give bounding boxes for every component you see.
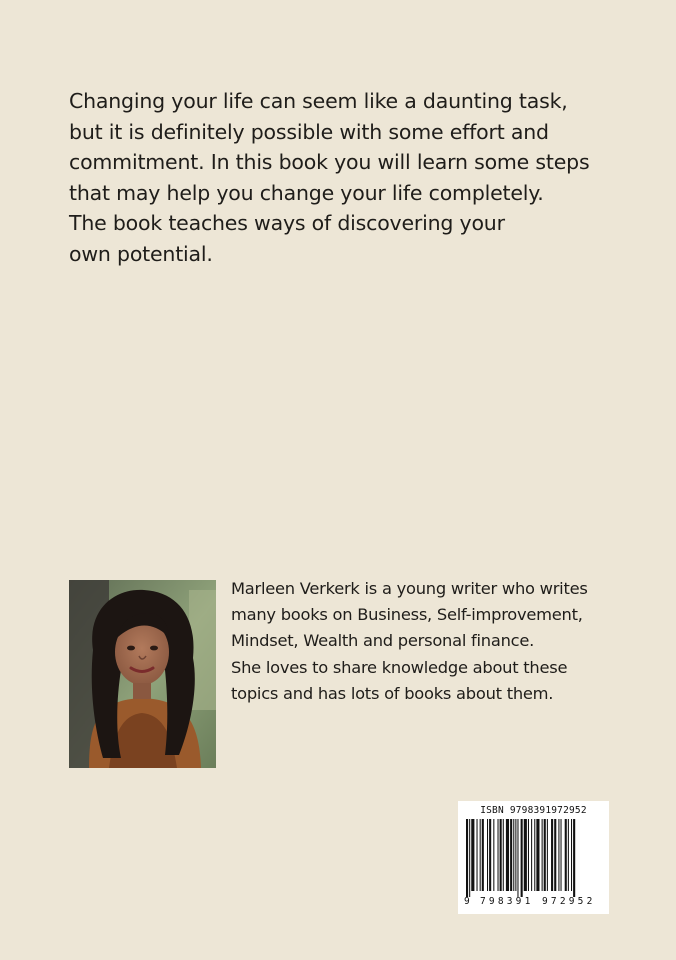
bio-line: She loves to share knowledge about these — [231, 657, 568, 677]
barcode-bar — [551, 819, 553, 891]
description-line: The book teaches ways of discovering your — [69, 211, 505, 236]
description-line: Changing your life can seem like a daunting task, — [69, 89, 568, 113]
barcode-bar — [568, 819, 569, 891]
isbn-label: ISBN 9798391972952 — [480, 805, 587, 816]
barcode-bar — [542, 819, 543, 891]
barcode-bar — [480, 819, 481, 891]
bio-line: many books on Business, Self-improvement, — [231, 605, 583, 625]
barcode-bar — [534, 819, 535, 891]
isbn-barcode — [458, 801, 609, 914]
barcode-bar — [489, 819, 491, 891]
description-line: but it is definitely possible with some effort and — [69, 119, 549, 144]
barcode-bar — [482, 819, 484, 891]
barcode-bar — [573, 819, 575, 897]
author-photo — [69, 580, 216, 768]
barcode-bar — [561, 819, 562, 891]
barcode-bar — [469, 819, 470, 897]
barcode-digits-left: 798391 — [480, 896, 534, 907]
barcode-bar — [571, 819, 572, 891]
barcode-bar — [500, 819, 502, 891]
bio-line: Marleen Verkerk is a young writer who writes — [231, 579, 588, 598]
barcode-bar — [477, 819, 478, 891]
barcode-bar — [558, 819, 559, 891]
barcode-digits — [464, 896, 603, 910]
barcode-bar — [547, 819, 548, 891]
barcode-bar — [524, 819, 527, 891]
barcode-bar — [471, 819, 474, 891]
barcode-bar — [536, 819, 539, 891]
barcode-bar — [517, 819, 518, 897]
barcode-bar — [515, 819, 516, 891]
barcode-bar — [503, 819, 504, 891]
barcode-digit-first: 9 — [464, 896, 470, 907]
barcode-bar — [521, 819, 523, 897]
barcode-bar — [466, 819, 468, 897]
barcode-bar — [510, 819, 512, 891]
author-bio — [231, 576, 631, 707]
barcode-bar — [513, 819, 514, 891]
barcode-bar — [528, 819, 529, 891]
bio-line: Mindset, Wealth and personal finance. — [231, 631, 535, 651]
barcode-bar — [554, 819, 556, 891]
barcode-digits-right: 972952 — [542, 896, 596, 907]
barcode-bar — [531, 819, 532, 891]
book-description — [69, 86, 629, 270]
barcode-bar — [544, 819, 546, 891]
description-line: commitment. In this book you will learn some steps — [69, 150, 590, 175]
description-line: own potential. — [69, 241, 213, 266]
bio-line: topics and has lots of books about them. — [231, 683, 554, 703]
barcode-bar — [487, 819, 488, 891]
description-line: that may help you change your life completely. — [69, 180, 544, 205]
barcode-bar — [565, 819, 567, 891]
barcode-bar — [493, 819, 494, 891]
barcode-bars — [464, 819, 603, 897]
barcode-bar — [498, 819, 499, 891]
barcode-bar — [506, 819, 509, 891]
